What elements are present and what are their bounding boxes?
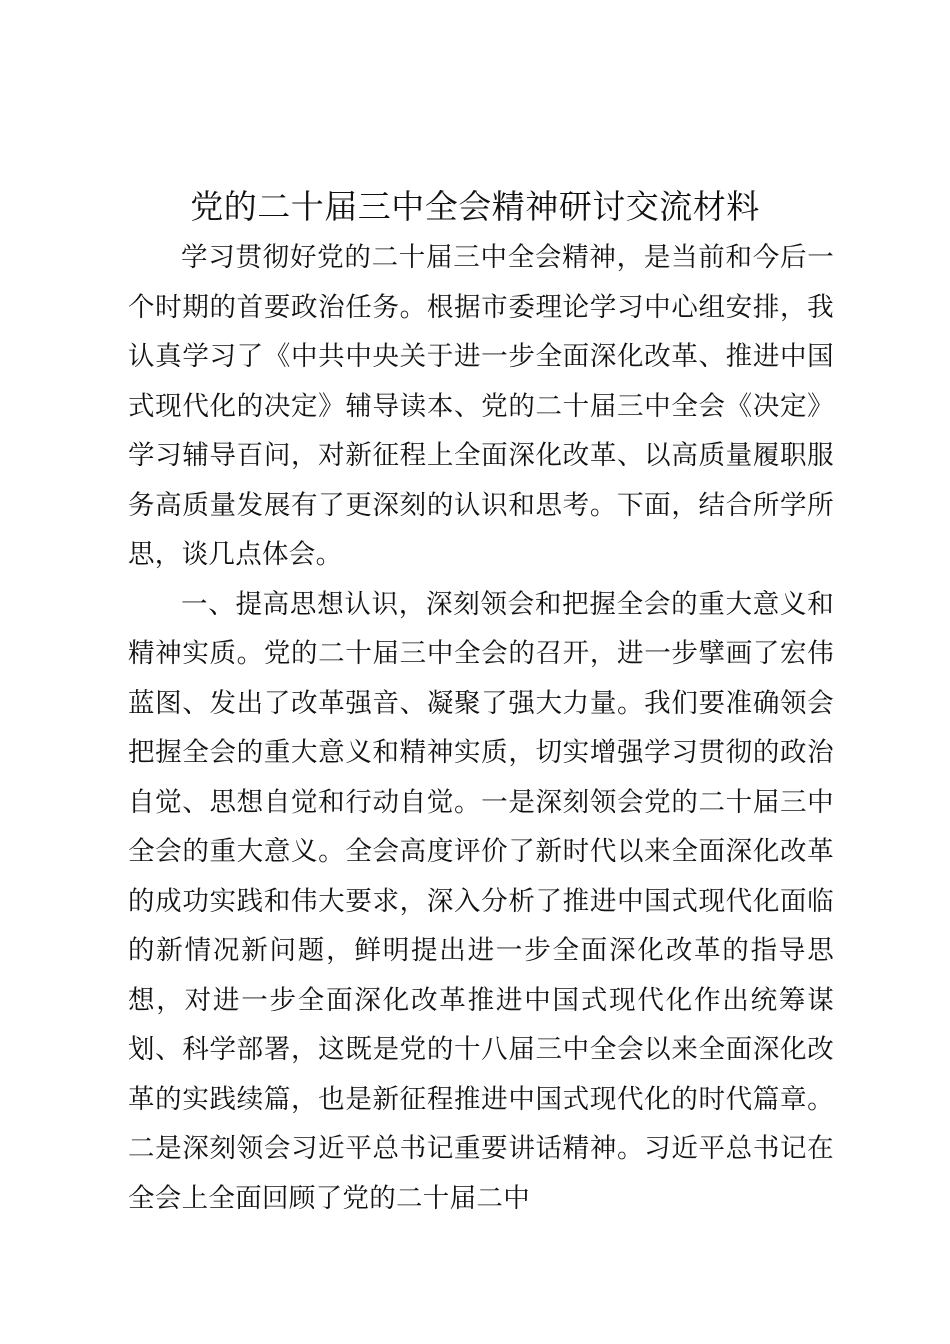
section-one-heading: 一、提高思想认识，深刻领会和把握全会的重大意义和精神实质。 bbox=[128, 588, 834, 669]
document-body bbox=[128, 233, 834, 1223]
document-title: 党的二十届三中全会精神研讨交流材料 bbox=[190, 187, 760, 226]
section-one-body: 党的二十届三中全会的召开，进一步擘画了宏伟蓝图、发出了改革强音、凝聚了强大力量。我们要准确领会把握全会的重大意义和精神实质，切实增强学习贯彻的政治自觉、思想自觉和行动自觉。一是深刻领会党的二十届三中全会的重大意义。全会高度评价了新时代以来全面深化改革的成功实践和伟大要求，深入分析了推进中国式现代化面临的新情况新问题，鲜明提出进一步全面深化改革的指导思想，对进一步全面深化改革推进中国式现代化作出统筹谋划、科学部署，这既是党的十八届三中全会以来全面深化改革的实践续篇，也是新征程推进中国式现代化的时代篇章。二是深刻领会习近平总书记重要讲话精神。习近平总书记在全会上全面回顾了党的二十届二中 bbox=[128, 638, 834, 1214]
paragraph-intro: 学习贯彻好党的二十届三中全会精神，是当前和今后一个时期的首要政治任务。根据市委理论学习中心组安排，我认真学习了《中共中央关于进一步全面深化改革、推进中国式现代化的决定》辅导读本、党的二十届三中全会《决定》学习辅导百问，对新征程上全面深化改革、以高质量履职服务高质量发展有了更深刻的认识和思考。下面，结合所学所思，谈几点体会。 bbox=[128, 242, 834, 570]
paragraph-section-one bbox=[128, 580, 834, 1224]
